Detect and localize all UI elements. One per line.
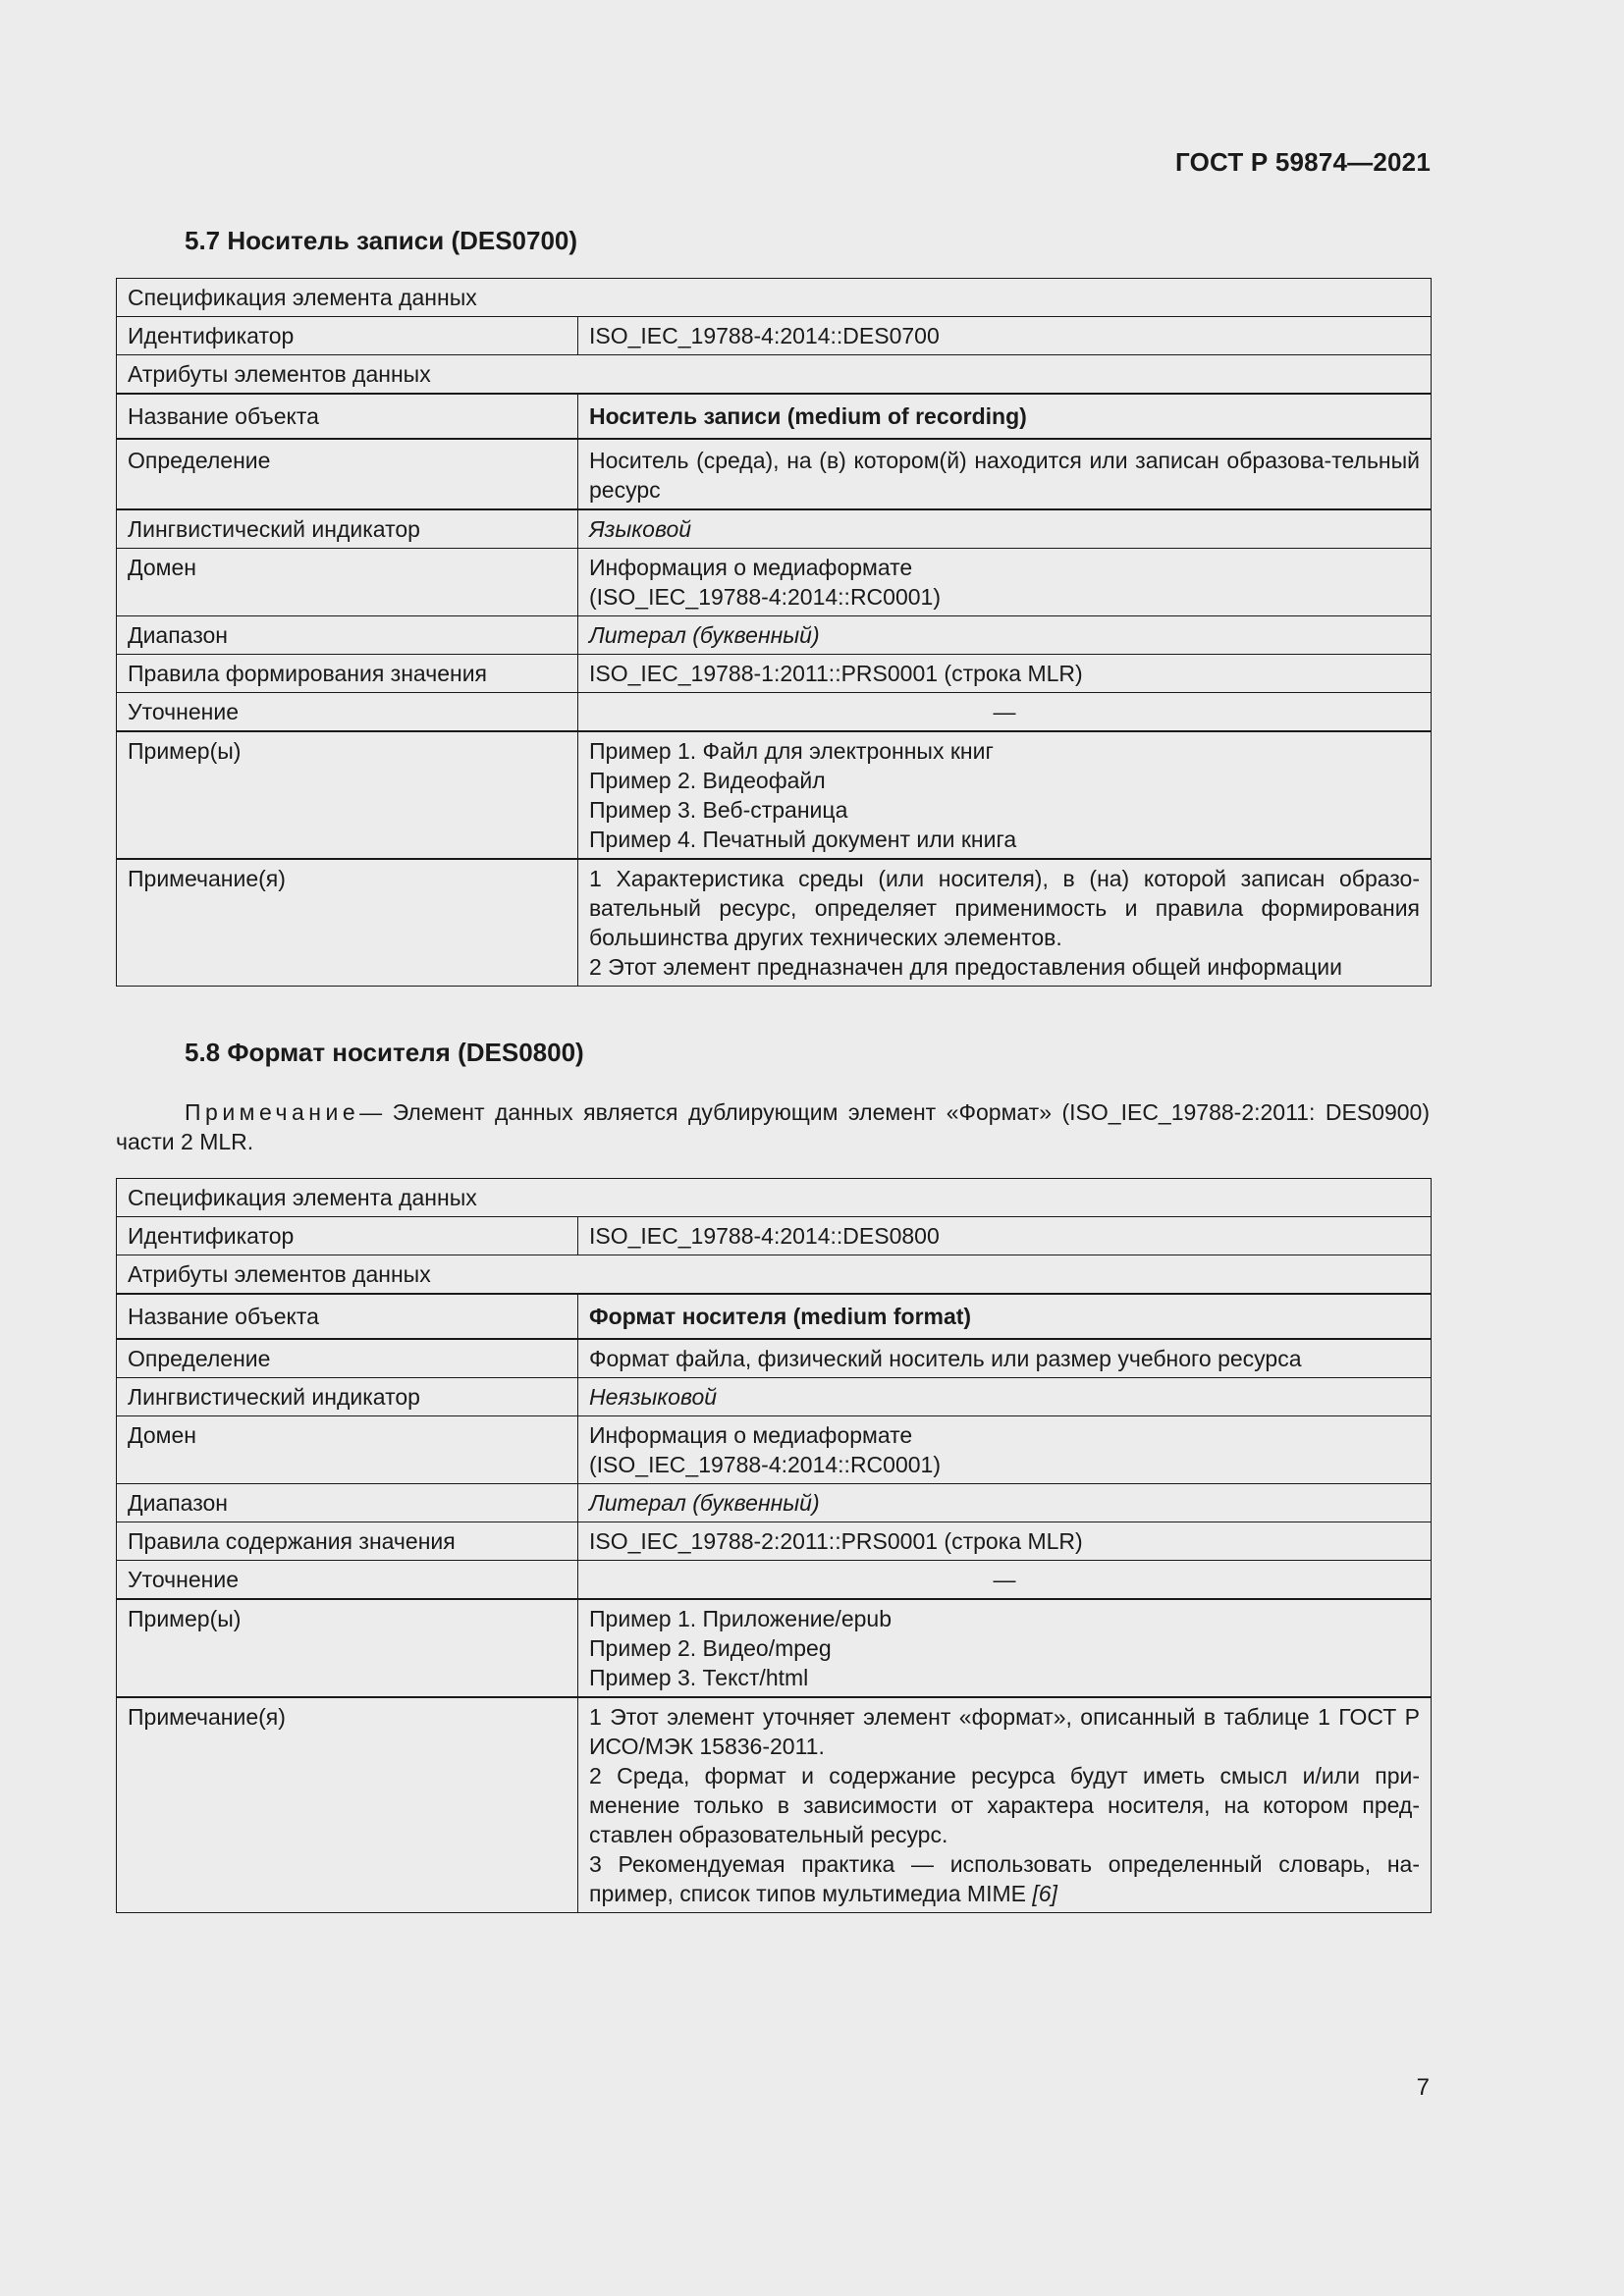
note-item: 1 Характеристика среды (или носителя), в (на) которой записан образо-вательный ресурс, определяет применимость и правила формирования большинства других технических элементов. (589, 866, 1421, 950)
note-item: 2 Среда, формат и содержание ресурса будут иметь смысл и/или при-менение только в зависимости от характера носителя, на котором пред-ставлен образовательный ресурс. (589, 1763, 1421, 1847)
table-row (117, 279, 1432, 317)
table-row (117, 1522, 1432, 1561)
object-name-value: Формат носителя (medium format) (578, 1294, 1432, 1339)
example-item: Пример 3. Веб-страница (589, 797, 848, 823)
section-note (116, 1097, 1430, 1156)
object-name-label: Название объекта (117, 394, 578, 439)
table-row (117, 1255, 1432, 1295)
spec-header-cell: Спецификация элемента данных (117, 1179, 1432, 1217)
range-label: Диапазон (117, 1484, 578, 1522)
identifier-value: ISO_IEC_19788-4:2014::DES0700 (578, 317, 1432, 355)
range-label: Диапазон (117, 616, 578, 655)
notes-value (578, 1697, 1432, 1913)
table-row (117, 655, 1432, 693)
identifier-label: Идентификатор (117, 317, 578, 355)
linguistic-value: Неязыковой (578, 1378, 1432, 1416)
table-row (117, 509, 1432, 549)
example-item: Пример 4. Печатный документ или книга (589, 827, 1017, 852)
table-row (117, 859, 1432, 987)
table-row (117, 317, 1432, 355)
rules-value: ISO_IEC_19788-1:2011::PRS0001 (строка MLR) (578, 655, 1432, 693)
notes-value (578, 859, 1432, 987)
spec-table-des0700 (116, 278, 1432, 987)
refinement-value: — (578, 693, 1432, 732)
notes-label: Примечание(я) (117, 1697, 578, 1913)
example-item: Пример 1. Файл для электронных книг (589, 738, 994, 764)
rules-value: ISO_IEC_19788-2:2011::PRS0001 (строка MLR) (578, 1522, 1432, 1561)
note-text: 3 Рекомендуемая практика — использовать определенный словарь, на-пример, список типов мультимедиа MIME (589, 1851, 1421, 1906)
spec-header-cell: Спецификация элемента данных (117, 279, 1432, 317)
reference-link: [6] (1032, 1881, 1057, 1906)
document-code: ГОСТ Р 59874—2021 (1175, 147, 1431, 177)
domain-value (578, 1416, 1432, 1484)
page-number: 7 (1416, 2074, 1430, 2101)
table-row (117, 1416, 1432, 1484)
table-row (117, 355, 1432, 395)
domain-line: Информация о медиаформате (589, 555, 913, 580)
table-row (117, 394, 1432, 439)
refinement-label: Уточнение (117, 693, 578, 732)
domain-label: Домен (117, 1416, 578, 1484)
definition-label: Определение (117, 439, 578, 509)
domain-label: Домен (117, 549, 578, 616)
identifier-label: Идентификатор (117, 1217, 578, 1255)
table-row (117, 1599, 1432, 1697)
range-value: Литерал (буквенный) (578, 1484, 1432, 1522)
definition-value: Носитель (среда), на (в) котором(й) находится или записан образова-тельный ресурс (578, 439, 1432, 509)
examples-label: Пример(ы) (117, 731, 578, 859)
domain-line: (ISO_IEC_19788-4:2014::RC0001) (589, 584, 941, 610)
range-value: Литерал (буквенный) (578, 616, 1432, 655)
table-row (117, 1484, 1432, 1522)
refinement-value: — (578, 1561, 1432, 1600)
examples-value (578, 731, 1432, 859)
object-name-value: Носитель записи (medium of recording) (578, 394, 1432, 439)
object-name-label: Название объекта (117, 1294, 578, 1339)
table-row (117, 1697, 1432, 1913)
example-item: Пример 1. Приложение/epub (589, 1606, 892, 1631)
section-title-5-8: 5.8 Формат носителя (DES0800) (185, 1038, 584, 1067)
table-row (117, 1217, 1432, 1255)
linguistic-label: Лингвистический индикатор (117, 509, 578, 549)
domain-line: Информация о медиаформате (589, 1422, 913, 1448)
linguistic-label: Лингвистический индикатор (117, 1378, 578, 1416)
spec-table-des0800 (116, 1178, 1432, 1913)
linguistic-value: Языковой (578, 509, 1432, 549)
attributes-header-cell: Атрибуты элементов данных (117, 355, 1432, 395)
examples-label: Пример(ы) (117, 1599, 578, 1697)
note-item: 1 Этот элемент уточняет элемент «формат», описанный в таблице 1 ГОСТ Р ИСО/МЭК 15836-2011. (589, 1704, 1421, 1759)
rules-label: Правила формирования значения (117, 655, 578, 693)
refinement-label: Уточнение (117, 1561, 578, 1600)
notes-label: Примечание(я) (117, 859, 578, 987)
example-item: Пример 2. Видео/mpeg (589, 1635, 832, 1661)
attributes-header-cell: Атрибуты элементов данных (117, 1255, 1432, 1295)
table-row (117, 1179, 1432, 1217)
definition-value: Формат файла, физический носитель или размер учебного ресурса (578, 1339, 1432, 1378)
identifier-value: ISO_IEC_19788-4:2014::DES0800 (578, 1217, 1432, 1255)
example-item: Пример 2. Видеофайл (589, 768, 826, 793)
note-item: 2 Этот элемент предназначен для предоставления общей информации (589, 954, 1342, 980)
table-row (117, 1561, 1432, 1600)
table-row (117, 731, 1432, 859)
table-row (117, 616, 1432, 655)
note-label: Примечание (185, 1099, 360, 1125)
table-row (117, 439, 1432, 509)
example-item: Пример 3. Текст/html (589, 1665, 809, 1690)
rules-label: Правила содержания значения (117, 1522, 578, 1561)
note-item (589, 1849, 1420, 1908)
domain-line: (ISO_IEC_19788-4:2014::RC0001) (589, 1452, 941, 1477)
definition-label: Определение (117, 1339, 578, 1378)
note-text: — Элемент данных является дублирующим элемент «Формат» (ISO_IEC_19788-2:2011: DES0900) части 2 MLR. (116, 1099, 1430, 1154)
section-title-5-7: 5.7 Носитель записи (DES0700) (185, 226, 578, 255)
table-row (117, 1378, 1432, 1416)
table-row (117, 693, 1432, 732)
table-row (117, 1294, 1432, 1339)
table-row (117, 1339, 1432, 1378)
examples-value (578, 1599, 1432, 1697)
domain-value (578, 549, 1432, 616)
table-row (117, 549, 1432, 616)
